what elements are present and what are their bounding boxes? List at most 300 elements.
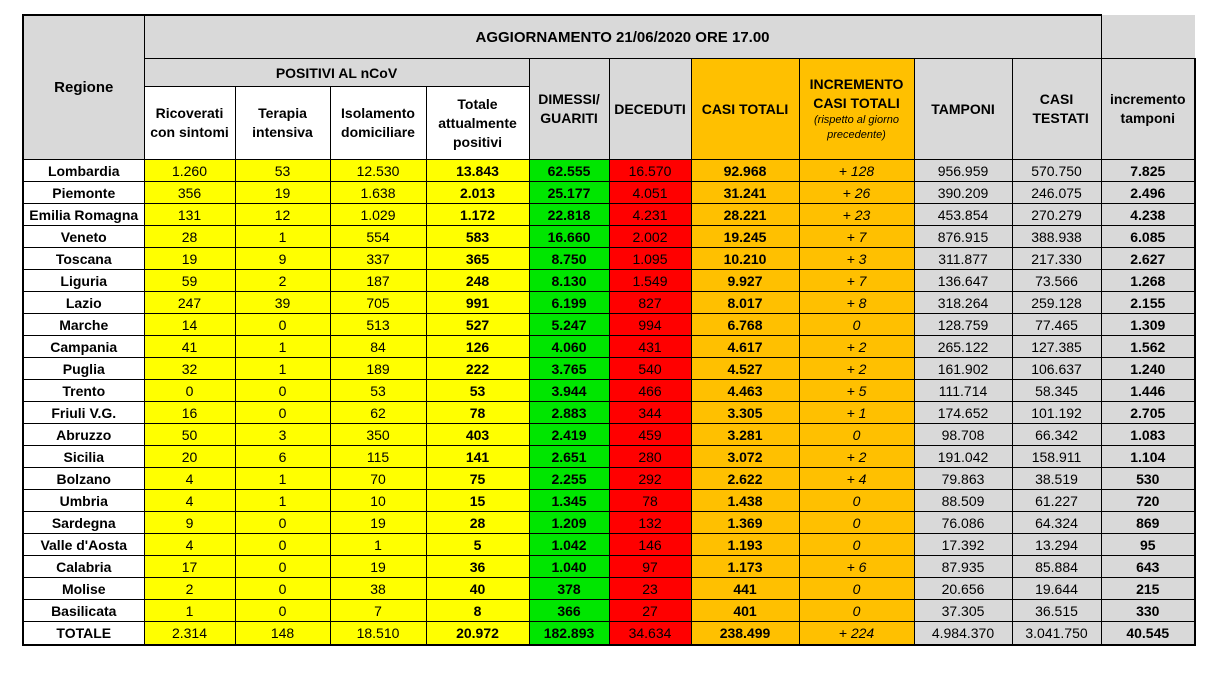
- cell-incremento-tamponi: 1.562: [1101, 336, 1195, 358]
- cell-tamponi: 311.877: [914, 248, 1012, 270]
- cell-totale-positivi: 527: [426, 314, 529, 336]
- table-row: [23, 248, 1195, 270]
- cell-ricoverati: 17: [144, 556, 235, 578]
- table-row: [23, 402, 1195, 424]
- cell-deceduti: 23: [609, 578, 691, 600]
- cell-totale-positivi: 78: [426, 402, 529, 424]
- cell-dimessi: 1.209: [529, 512, 609, 534]
- cell-terapia: 148: [235, 622, 330, 646]
- cell-regione: Emilia Romagna: [23, 204, 144, 226]
- header-totale-positivi: Totale attualmente positivi: [426, 87, 529, 160]
- cell-deceduti: 459: [609, 424, 691, 446]
- cell-terapia: 12: [235, 204, 330, 226]
- cell-terapia: 6: [235, 446, 330, 468]
- cell-totale-positivi: 13.843: [426, 160, 529, 182]
- cell-casi-testati: 259.128: [1012, 292, 1101, 314]
- cell-ricoverati: 59: [144, 270, 235, 292]
- cell-incremento-tamponi: 4.238: [1101, 204, 1195, 226]
- cell-totale-positivi: 2.013: [426, 182, 529, 204]
- cell-terapia: 1: [235, 336, 330, 358]
- cell-incremento: 0: [799, 578, 914, 600]
- cell-incremento: + 6: [799, 556, 914, 578]
- cell-deceduti: 466: [609, 380, 691, 402]
- cell-totale-positivi: 53: [426, 380, 529, 402]
- cell-incremento-tamponi: 2.496: [1101, 182, 1195, 204]
- cell-incremento: + 23: [799, 204, 914, 226]
- cell-ricoverati: 4: [144, 468, 235, 490]
- cell-casi-testati: 217.330: [1012, 248, 1101, 270]
- cell-totale-positivi: 8: [426, 600, 529, 622]
- cell-tamponi: 265.122: [914, 336, 1012, 358]
- cell-dimessi: 8.130: [529, 270, 609, 292]
- cell-deceduti: 16.570: [609, 160, 691, 182]
- cell-casi-testati: 73.566: [1012, 270, 1101, 292]
- cell-totale-positivi: 403: [426, 424, 529, 446]
- cell-isolamento: 513: [330, 314, 426, 336]
- cell-incremento-tamponi: 215: [1101, 578, 1195, 600]
- cell-incremento: + 5: [799, 380, 914, 402]
- table-row: [23, 182, 1195, 204]
- cell-tamponi: 136.647: [914, 270, 1012, 292]
- cell-ricoverati: 2: [144, 578, 235, 600]
- cell-dimessi: 2.651: [529, 446, 609, 468]
- cell-ricoverati: 41: [144, 336, 235, 358]
- cell-incremento: 0: [799, 600, 914, 622]
- cell-incremento: + 128: [799, 160, 914, 182]
- cell-isolamento: 1.638: [330, 182, 426, 204]
- table-row: [23, 446, 1195, 468]
- cell-dimessi: 25.177: [529, 182, 609, 204]
- header-ricoverati: Ricoverati con sintomi: [144, 87, 235, 160]
- cell-casi-testati: 158.911: [1012, 446, 1101, 468]
- table-row: [23, 226, 1195, 248]
- table-row: [23, 380, 1195, 402]
- cell-casi-totali: 9.927: [691, 270, 799, 292]
- header-incremento-note: (rispetto al giorno precedente): [814, 114, 899, 141]
- table-row: [23, 534, 1195, 556]
- cell-incremento: + 2: [799, 336, 914, 358]
- cell-terapia: 0: [235, 578, 330, 600]
- table-row: [23, 292, 1195, 314]
- cell-deceduti: 78: [609, 490, 691, 512]
- cell-deceduti: 2.002: [609, 226, 691, 248]
- cell-tamponi: 956.959: [914, 160, 1012, 182]
- cell-tamponi: 453.854: [914, 204, 1012, 226]
- cell-isolamento: 115: [330, 446, 426, 468]
- cell-dimessi: 8.750: [529, 248, 609, 270]
- cell-tamponi: 111.714: [914, 380, 1012, 402]
- cell-isolamento: 10: [330, 490, 426, 512]
- header-regione: Regione: [23, 15, 144, 160]
- cell-incremento-tamponi: 720: [1101, 490, 1195, 512]
- cell-regione: Sardegna: [23, 512, 144, 534]
- covid-regional-table: [22, 14, 1196, 646]
- cell-casi-totali: 2.622: [691, 468, 799, 490]
- cell-casi-totali: 31.241: [691, 182, 799, 204]
- cell-regione: Toscana: [23, 248, 144, 270]
- table-row: [23, 358, 1195, 380]
- cell-incremento: + 26: [799, 182, 914, 204]
- cell-tamponi: 98.708: [914, 424, 1012, 446]
- cell-ricoverati: 356: [144, 182, 235, 204]
- cell-casi-totali: 92.968: [691, 160, 799, 182]
- cell-totale-positivi: 248: [426, 270, 529, 292]
- cell-incremento: + 3: [799, 248, 914, 270]
- cell-dimessi: 62.555: [529, 160, 609, 182]
- title-filler: [1101, 15, 1195, 59]
- cell-casi-testati: 77.465: [1012, 314, 1101, 336]
- cell-casi-testati: 570.750: [1012, 160, 1101, 182]
- cell-casi-testati: 58.345: [1012, 380, 1101, 402]
- cell-isolamento: 187: [330, 270, 426, 292]
- header-deceduti: DECEDUTI: [609, 59, 691, 160]
- cell-incremento: + 224: [799, 622, 914, 646]
- table-row: [23, 600, 1195, 622]
- cell-incremento-tamponi: 1.309: [1101, 314, 1195, 336]
- cell-incremento-tamponi: 2.705: [1101, 402, 1195, 424]
- cell-isolamento: 705: [330, 292, 426, 314]
- cell-ricoverati: 32: [144, 358, 235, 380]
- cell-incremento: 0: [799, 490, 914, 512]
- cell-incremento-tamponi: 1.083: [1101, 424, 1195, 446]
- cell-incremento-tamponi: 2.627: [1101, 248, 1195, 270]
- cell-incremento: 0: [799, 314, 914, 336]
- cell-regione: Campania: [23, 336, 144, 358]
- cell-regione: Bolzano: [23, 468, 144, 490]
- header-positivi-group: POSITIVI AL nCoV: [144, 59, 529, 87]
- cell-tamponi: 37.305: [914, 600, 1012, 622]
- cell-casi-totali: 441: [691, 578, 799, 600]
- cell-tamponi: 876.915: [914, 226, 1012, 248]
- cell-regione: Calabria: [23, 556, 144, 578]
- cell-regione: Marche: [23, 314, 144, 336]
- cell-dimessi: 1.040: [529, 556, 609, 578]
- covid-report: [22, 14, 1194, 646]
- cell-tamponi: 128.759: [914, 314, 1012, 336]
- cell-totale-positivi: 75: [426, 468, 529, 490]
- cell-deceduti: 344: [609, 402, 691, 424]
- cell-isolamento: 1.029: [330, 204, 426, 226]
- cell-totale-positivi: 1.172: [426, 204, 529, 226]
- cell-terapia: 0: [235, 600, 330, 622]
- cell-terapia: 2: [235, 270, 330, 292]
- cell-deceduti: 431: [609, 336, 691, 358]
- cell-casi-totali: 4.463: [691, 380, 799, 402]
- table-row: [23, 424, 1195, 446]
- cell-regione: Lombardia: [23, 160, 144, 182]
- header-tamponi: TAMPONI: [914, 59, 1012, 160]
- cell-isolamento: 62: [330, 402, 426, 424]
- cell-dimessi: 1.345: [529, 490, 609, 512]
- cell-casi-testati: 85.884: [1012, 556, 1101, 578]
- cell-casi-testati: 106.637: [1012, 358, 1101, 380]
- table-row: [23, 490, 1195, 512]
- table-row: [23, 314, 1195, 336]
- cell-totale-positivi: 222: [426, 358, 529, 380]
- cell-incremento: 0: [799, 534, 914, 556]
- cell-tamponi: 79.863: [914, 468, 1012, 490]
- cell-deceduti: 1.549: [609, 270, 691, 292]
- cell-tamponi: 174.652: [914, 402, 1012, 424]
- cell-incremento-tamponi: 40.545: [1101, 622, 1195, 646]
- cell-incremento-tamponi: 1.104: [1101, 446, 1195, 468]
- cell-terapia: 1: [235, 468, 330, 490]
- cell-incremento: + 4: [799, 468, 914, 490]
- cell-deceduti: 292: [609, 468, 691, 490]
- total-row: [23, 622, 1195, 646]
- cell-deceduti: 34.634: [609, 622, 691, 646]
- cell-casi-totali: 1.193: [691, 534, 799, 556]
- cell-totale-positivi: 5: [426, 534, 529, 556]
- cell-dimessi: 2.255: [529, 468, 609, 490]
- cell-isolamento: 12.530: [330, 160, 426, 182]
- header-incremento-label: INCREMENTO CASI TOTALI: [809, 76, 904, 111]
- cell-deceduti: 540: [609, 358, 691, 380]
- cell-regione: Piemonte: [23, 182, 144, 204]
- cell-regione: Valle d'Aosta: [23, 534, 144, 556]
- cell-dimessi: 16.660: [529, 226, 609, 248]
- cell-ricoverati: 9: [144, 512, 235, 534]
- table-row: [23, 578, 1195, 600]
- table-row: [23, 556, 1195, 578]
- cell-isolamento: 1: [330, 534, 426, 556]
- cell-incremento: + 8: [799, 292, 914, 314]
- cell-terapia: 9: [235, 248, 330, 270]
- header-dimessi: DIMESSI/ GUARITI: [529, 59, 609, 160]
- cell-casi-testati: 270.279: [1012, 204, 1101, 226]
- cell-isolamento: 7: [330, 600, 426, 622]
- cell-isolamento: 554: [330, 226, 426, 248]
- cell-incremento: 0: [799, 424, 914, 446]
- cell-terapia: 0: [235, 380, 330, 402]
- cell-deceduti: 132: [609, 512, 691, 534]
- cell-totale-positivi: 583: [426, 226, 529, 248]
- cell-casi-totali: 28.221: [691, 204, 799, 226]
- table-row: [23, 512, 1195, 534]
- cell-ricoverati: 20: [144, 446, 235, 468]
- cell-isolamento: 70: [330, 468, 426, 490]
- cell-terapia: 53: [235, 160, 330, 182]
- header-terapia: Terapia intensiva: [235, 87, 330, 160]
- cell-dimessi: 3.944: [529, 380, 609, 402]
- cell-dimessi: 2.883: [529, 402, 609, 424]
- cell-casi-totali: 6.768: [691, 314, 799, 336]
- cell-terapia: 39: [235, 292, 330, 314]
- header-incremento: [799, 59, 914, 160]
- cell-regione: Molise: [23, 578, 144, 600]
- cell-incremento-tamponi: 643: [1101, 556, 1195, 578]
- cell-deceduti: 994: [609, 314, 691, 336]
- cell-tamponi: 76.086: [914, 512, 1012, 534]
- cell-isolamento: 337: [330, 248, 426, 270]
- cell-incremento: + 2: [799, 446, 914, 468]
- cell-incremento-tamponi: 530: [1101, 468, 1195, 490]
- cell-regione: Umbria: [23, 490, 144, 512]
- cell-terapia: 1: [235, 358, 330, 380]
- cell-regione: Friuli V.G.: [23, 402, 144, 424]
- cell-regione: TOTALE: [23, 622, 144, 646]
- cell-regione: Puglia: [23, 358, 144, 380]
- cell-deceduti: 1.095: [609, 248, 691, 270]
- cell-casi-testati: 13.294: [1012, 534, 1101, 556]
- cell-isolamento: 53: [330, 380, 426, 402]
- cell-casi-testati: 61.227: [1012, 490, 1101, 512]
- cell-incremento-tamponi: 95: [1101, 534, 1195, 556]
- cell-dimessi: 182.893: [529, 622, 609, 646]
- cell-incremento-tamponi: 7.825: [1101, 160, 1195, 182]
- cell-casi-testati: 36.515: [1012, 600, 1101, 622]
- cell-isolamento: 19: [330, 512, 426, 534]
- cell-incremento-tamponi: 1.268: [1101, 270, 1195, 292]
- header-incremento-tamponi: incremento tamponi: [1101, 59, 1195, 160]
- cell-tamponi: 318.264: [914, 292, 1012, 314]
- report-title: AGGIORNAMENTO 21/06/2020 ORE 17.00: [144, 15, 1101, 59]
- table-row: [23, 204, 1195, 226]
- header-casi-totali: CASI TOTALI: [691, 59, 799, 160]
- cell-incremento: + 1: [799, 402, 914, 424]
- cell-casi-testati: 388.938: [1012, 226, 1101, 248]
- cell-totale-positivi: 126: [426, 336, 529, 358]
- cell-incremento-tamponi: 1.240: [1101, 358, 1195, 380]
- cell-casi-totali: 1.438: [691, 490, 799, 512]
- cell-casi-totali: 3.072: [691, 446, 799, 468]
- cell-totale-positivi: 141: [426, 446, 529, 468]
- cell-incremento: + 7: [799, 270, 914, 292]
- header-casi-testati: CASI TESTATI: [1012, 59, 1101, 160]
- cell-casi-totali: 3.305: [691, 402, 799, 424]
- cell-dimessi: 3.765: [529, 358, 609, 380]
- cell-deceduti: 827: [609, 292, 691, 314]
- cell-terapia: 0: [235, 534, 330, 556]
- cell-casi-testati: 101.192: [1012, 402, 1101, 424]
- cell-casi-totali: 10.210: [691, 248, 799, 270]
- cell-deceduti: 4.051: [609, 182, 691, 204]
- cell-casi-totali: 1.173: [691, 556, 799, 578]
- cell-totale-positivi: 40: [426, 578, 529, 600]
- cell-totale-positivi: 20.972: [426, 622, 529, 646]
- cell-ricoverati: 1: [144, 600, 235, 622]
- cell-casi-totali: 1.369: [691, 512, 799, 534]
- cell-dimessi: 5.247: [529, 314, 609, 336]
- cell-casi-totali: 238.499: [691, 622, 799, 646]
- cell-tamponi: 191.042: [914, 446, 1012, 468]
- cell-dimessi: 4.060: [529, 336, 609, 358]
- cell-incremento-tamponi: 330: [1101, 600, 1195, 622]
- cell-tamponi: 390.209: [914, 182, 1012, 204]
- cell-regione: Abruzzo: [23, 424, 144, 446]
- cell-terapia: 1: [235, 226, 330, 248]
- cell-ricoverati: 1.260: [144, 160, 235, 182]
- cell-tamponi: 161.902: [914, 358, 1012, 380]
- cell-isolamento: 350: [330, 424, 426, 446]
- table-row: [23, 468, 1195, 490]
- cell-ricoverati: 16: [144, 402, 235, 424]
- cell-terapia: 1: [235, 490, 330, 512]
- cell-terapia: 19: [235, 182, 330, 204]
- cell-deceduti: 280: [609, 446, 691, 468]
- cell-isolamento: 189: [330, 358, 426, 380]
- cell-tamponi: 87.935: [914, 556, 1012, 578]
- cell-terapia: 3: [235, 424, 330, 446]
- cell-casi-testati: 3.041.750: [1012, 622, 1101, 646]
- cell-ricoverati: 19: [144, 248, 235, 270]
- cell-deceduti: 27: [609, 600, 691, 622]
- cell-casi-testati: 64.324: [1012, 512, 1101, 534]
- cell-deceduti: 4.231: [609, 204, 691, 226]
- cell-casi-totali: 8.017: [691, 292, 799, 314]
- cell-ricoverati: 2.314: [144, 622, 235, 646]
- cell-ricoverati: 50: [144, 424, 235, 446]
- cell-regione: Liguria: [23, 270, 144, 292]
- cell-casi-totali: 401: [691, 600, 799, 622]
- table-row: [23, 160, 1195, 182]
- cell-incremento: + 2: [799, 358, 914, 380]
- cell-casi-totali: 19.245: [691, 226, 799, 248]
- cell-ricoverati: 4: [144, 534, 235, 556]
- table-row: [23, 336, 1195, 358]
- cell-regione: Basilicata: [23, 600, 144, 622]
- cell-incremento-tamponi: 1.446: [1101, 380, 1195, 402]
- cell-isolamento: 84: [330, 336, 426, 358]
- cell-isolamento: 19: [330, 556, 426, 578]
- cell-ricoverati: 28: [144, 226, 235, 248]
- cell-incremento-tamponi: 6.085: [1101, 226, 1195, 248]
- cell-dimessi: 2.419: [529, 424, 609, 446]
- cell-incremento-tamponi: 2.155: [1101, 292, 1195, 314]
- cell-totale-positivi: 36: [426, 556, 529, 578]
- cell-regione: Trento: [23, 380, 144, 402]
- cell-ricoverati: 4: [144, 490, 235, 512]
- cell-terapia: 0: [235, 556, 330, 578]
- cell-tamponi: 20.656: [914, 578, 1012, 600]
- cell-incremento: + 7: [799, 226, 914, 248]
- cell-isolamento: 18.510: [330, 622, 426, 646]
- cell-casi-totali: 3.281: [691, 424, 799, 446]
- table-body: [23, 160, 1195, 646]
- table-row: [23, 270, 1195, 292]
- cell-casi-testati: 38.519: [1012, 468, 1101, 490]
- cell-dimessi: 366: [529, 600, 609, 622]
- cell-dimessi: 378: [529, 578, 609, 600]
- cell-terapia: 0: [235, 402, 330, 424]
- cell-casi-testati: 127.385: [1012, 336, 1101, 358]
- cell-casi-totali: 4.617: [691, 336, 799, 358]
- cell-deceduti: 146: [609, 534, 691, 556]
- cell-ricoverati: 131: [144, 204, 235, 226]
- cell-deceduti: 97: [609, 556, 691, 578]
- cell-regione: Sicilia: [23, 446, 144, 468]
- cell-ricoverati: 14: [144, 314, 235, 336]
- header-isolamento: Isolamento domiciliare: [330, 87, 426, 160]
- cell-incremento-tamponi: 869: [1101, 512, 1195, 534]
- cell-ricoverati: 247: [144, 292, 235, 314]
- cell-tamponi: 4.984.370: [914, 622, 1012, 646]
- cell-tamponi: 88.509: [914, 490, 1012, 512]
- cell-isolamento: 38: [330, 578, 426, 600]
- cell-tamponi: 17.392: [914, 534, 1012, 556]
- cell-terapia: 0: [235, 314, 330, 336]
- cell-totale-positivi: 28: [426, 512, 529, 534]
- cell-totale-positivi: 15: [426, 490, 529, 512]
- cell-terapia: 0: [235, 512, 330, 534]
- cell-incremento: 0: [799, 512, 914, 534]
- cell-casi-testati: 246.075: [1012, 182, 1101, 204]
- cell-dimessi: 1.042: [529, 534, 609, 556]
- cell-ricoverati: 0: [144, 380, 235, 402]
- cell-totale-positivi: 991: [426, 292, 529, 314]
- cell-regione: Lazio: [23, 292, 144, 314]
- cell-dimessi: 6.199: [529, 292, 609, 314]
